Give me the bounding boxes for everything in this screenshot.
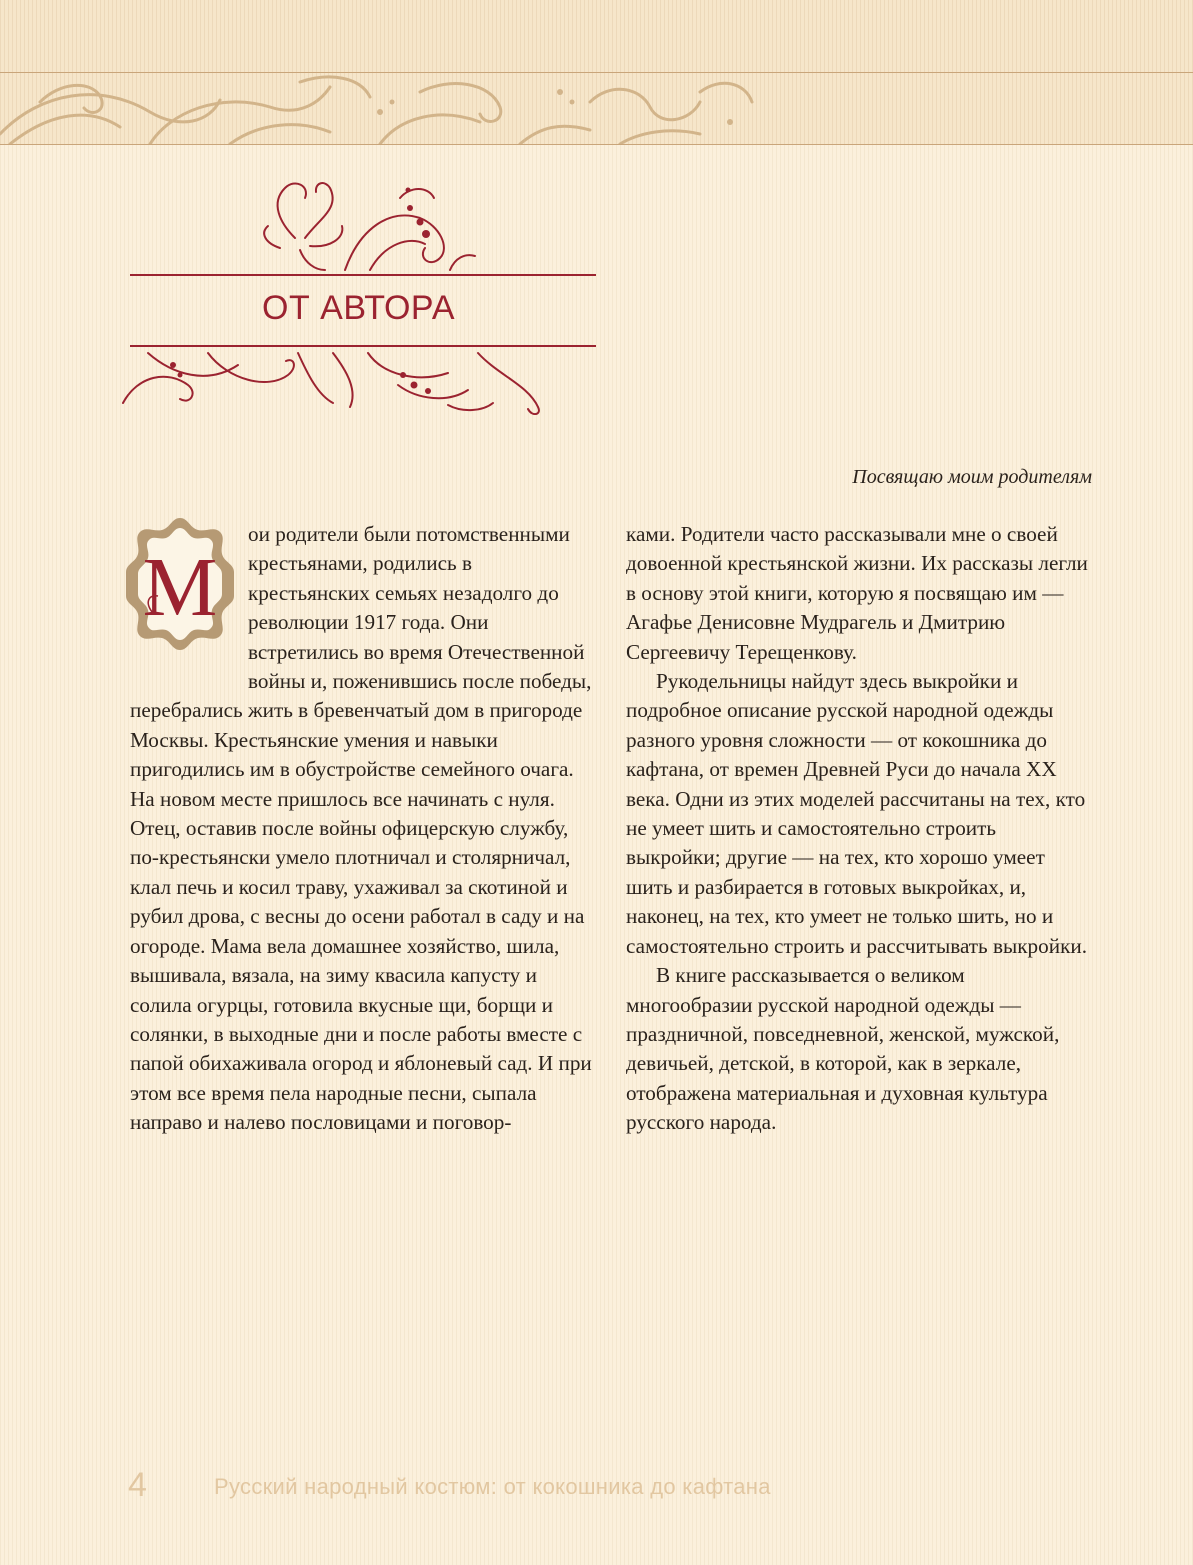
floral-ornament-top-band-icon <box>0 72 760 144</box>
dedication: Посвящаю моим родителям <box>852 466 1092 488</box>
right-paragraph-3: В книге рассказывается о великом многообразии русской народной одежды — праздничной, повседневной, женской, мужской, девичьей, детской, в которой, как в зеркале, отображена материальная и духовная культура русского народа. <box>626 963 1060 1135</box>
top-band-rule-lower <box>0 144 1193 145</box>
right-column <box>626 520 1091 1138</box>
page-title: ОТ АВТОРА <box>262 289 456 327</box>
title-rule-top <box>130 274 596 276</box>
dropcap <box>114 520 246 670</box>
page-number: 4 <box>128 1466 147 1504</box>
dropcap-letter: М <box>142 541 218 634</box>
left-column <box>130 520 595 1138</box>
right-paragraph-1: ками. Родители часто рассказывали мне о своей довоенной крестьянской жизни. Их рассказы легли в основу этой книги, которую я посвящаю им — Агафье Денисовне Мудрагель и Дмитрию Сергеевичу Терещенкову. <box>626 522 1088 664</box>
left-paragraph-1: ои родители были потомственными крестьянами, родились в крестьянских семьях незадолго до революции 1917 года. Они встретились во время Отечественной войны и, поженившись после победы, перебрались жить в бревенчатый дом в пригороде Москвы. Крестьянские умения и навыки пригодились им в обустройстве семейного очага. На новом месте пришлось все начинать с нуля. Отец, оставив после войны офицерскую службу, по-крестьянски умело плотничал и столярничал, клал печь и косил траву, ухаживал за скотиной и рубил дрова, с весны до осени работал в саду и на огороде. Мама вела домашнее хозяйство, шила, вышивала, вязала, на зиму квасила капусту и солила огурцы, готовила вкусные щи, борщи и солянки, в выходные дни и после работы вместе с папой обихаживала огород и яблоневый сад. И при этом все время пела народные песни, сыпала направо и налево пословицами и поговор- <box>130 522 592 1135</box>
right-paragraph-2: Рукодельницы найдут здесь выкройки и подробное описание русской народной одежды разного уровня сложности — от кокошника до кафтана, от времен Древней Руси до начала XX века. Одни из этих моделей рассчитаны на тех, кто не умеет шить и самостоятельно строить выкройки; другие — на тех, кто хорошо умеет шить и разбирается в готовых выкройках, и, наконец, на тех, кто умеет не только шить, но и самостоятельно строить и рассчитывать выкройки. <box>626 669 1088 958</box>
floral-ornament-title-bottom-icon <box>118 345 548 415</box>
running-footer-title: Русский народный костюм: от кокошника до кафтана <box>214 1474 771 1499</box>
floral-ornament-title-top-icon <box>250 178 480 274</box>
